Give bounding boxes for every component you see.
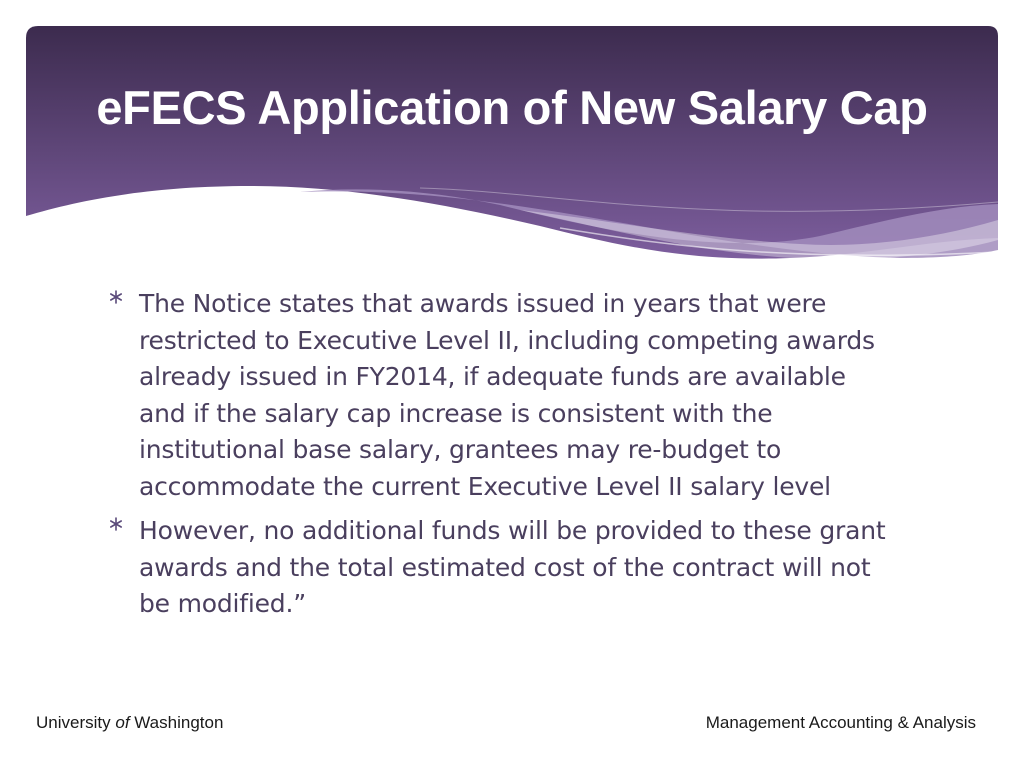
bullet-text: However, no additional funds will be provided to these grant awards and the total estimated cost of the contract will not be modified.” xyxy=(139,516,886,618)
header-banner xyxy=(0,0,1024,300)
asterisk-icon xyxy=(108,516,124,532)
footer-university xyxy=(36,712,223,734)
slide-title: eFECS Application of New Salary Cap xyxy=(96,81,928,134)
bullet-item xyxy=(108,286,898,505)
footer-department: Management Accounting & Analysis xyxy=(705,713,976,732)
footer-university-of: of xyxy=(115,713,130,732)
bullet-text: The Notice states that awards issued in years that were restricted to Executive Level II, including competing awards already issued in FY2014, if adequate funds are available and if the salary cap increase is consistent with the institutional base salary, grantees may re-budget to accommodate the current Executive Level II salary level xyxy=(139,289,875,501)
asterisk-icon xyxy=(108,289,124,305)
footer-university-part3: Washington xyxy=(129,713,224,732)
footer-university-part1: University xyxy=(36,713,116,732)
bullet-item xyxy=(108,513,898,623)
bullet-list xyxy=(108,286,898,631)
banner-shape xyxy=(26,26,998,259)
